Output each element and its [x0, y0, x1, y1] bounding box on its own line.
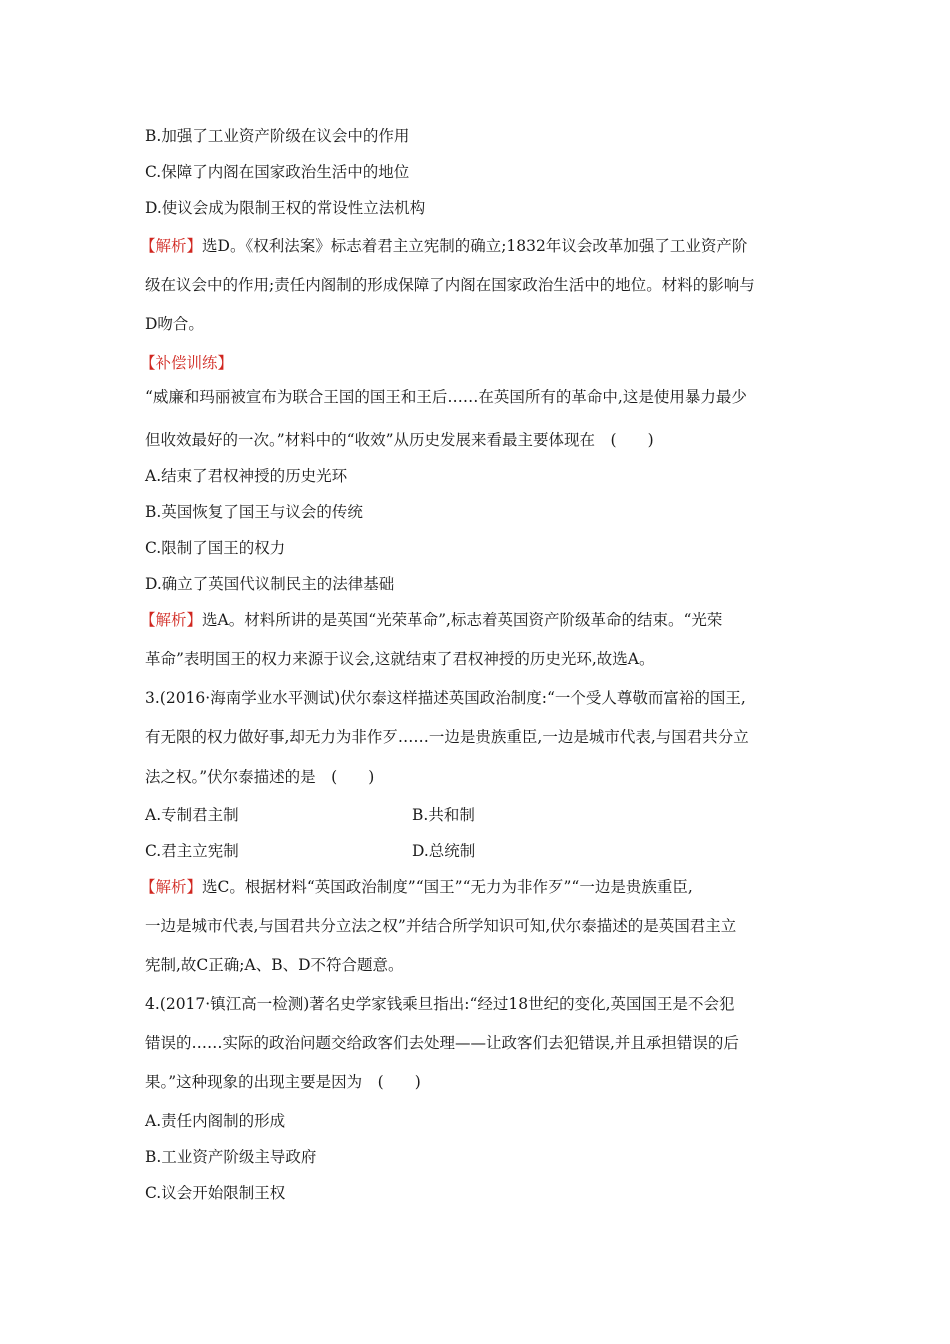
analysis-paragraph	[140, 877, 693, 897]
question-stem: “威廉和玛丽被宣布为联合王国的国王和王后……在英国所有的革命中,这是使用暴力最少	[145, 388, 747, 406]
option-b: B.英国恢复了国王与议会的传统	[145, 503, 363, 521]
question-stem: 法之权。”伏尔泰描述的是 ( )	[145, 768, 375, 786]
question-stem: 3.(2016·海南学业水平测试)伏尔泰这样描述英国政治制度:“一个受人尊敬而富裕的国王,	[145, 689, 746, 707]
analysis-text: 革命”表明国王的权力来源于议会,这就结束了君权神授的历史光环,故选A。	[145, 650, 655, 668]
analysis-tag: 【解析】	[140, 878, 203, 896]
analysis-text: 选D。《权利法案》标志着君主立宪制的确立;1832年议会改革加强了工业资产阶	[202, 237, 748, 255]
analysis-paragraph	[140, 610, 722, 630]
option-d: D.使议会成为限制王权的常设性立法机构	[145, 199, 426, 217]
question-stem: 但收效最好的一次。”材料中的“收效”从历史发展来看最主要体现在 ( )	[145, 431, 654, 449]
option-a: A.责任内阁制的形成	[145, 1112, 286, 1130]
analysis-text: 一边是城市代表,与国君共分立法之权”并结合所学知识可知,伏尔泰描述的是英国君主立	[145, 917, 737, 935]
option-a: A.专制君主制	[145, 806, 239, 824]
option-b: B.共和制	[412, 806, 475, 824]
analysis-text: 选A。材料所讲的是英国“光荣革命”,标志着英国资产阶级革命的结束。“光荣	[202, 611, 723, 629]
analysis-text: 选C。根据材料“英国政治制度”“国王”“无力为非作歹”“一边是贵族重臣,	[202, 878, 693, 896]
question-stem: 有无限的权力做好事,却无力为非作歹……一边是贵族重臣,一边是城市代表,与国君共分立	[145, 728, 749, 746]
question-stem: 错误的……实际的政治问题交给政客们去处理——让政客们去犯错误,并且承担错误的后	[145, 1034, 739, 1052]
option-b: B.加强了工业资产阶级在议会中的作用	[145, 127, 410, 145]
option-c: C.保障了内阁在国家政治生活中的地位	[145, 163, 410, 181]
option-c: C.君主立宪制	[145, 842, 239, 860]
supplement-tag: 【补偿训练】	[140, 354, 234, 372]
analysis-paragraph	[140, 236, 747, 256]
question-stem: 果。”这种现象的出现主要是因为 ( )	[145, 1073, 421, 1091]
analysis-text: 级在议会中的作用;责任内阁制的形成保障了内阁在国家政治生活中的地位。材料的影响与	[145, 276, 755, 294]
analysis-tag: 【解析】	[140, 237, 203, 255]
option-c: C.议会开始限制王权	[145, 1184, 286, 1202]
analysis-text: 宪制,故C正确;A、B、D不符合题意。	[145, 956, 404, 974]
option-c: C.限制了国王的权力	[145, 539, 286, 557]
option-d: D.确立了英国代议制民主的法律基础	[145, 575, 395, 593]
analysis-text: D吻合。	[145, 315, 204, 333]
option-a: A.结束了君权神授的历史光环	[145, 467, 348, 485]
option-d: D.总统制	[412, 842, 476, 860]
question-stem: 4.(2017·镇江高一检测)著名史学家钱乘旦指出:“经过18世纪的变化,英国国王是不会犯	[145, 995, 735, 1013]
option-b: B.工业资产阶级主导政府	[145, 1148, 317, 1166]
analysis-tag: 【解析】	[140, 611, 203, 629]
